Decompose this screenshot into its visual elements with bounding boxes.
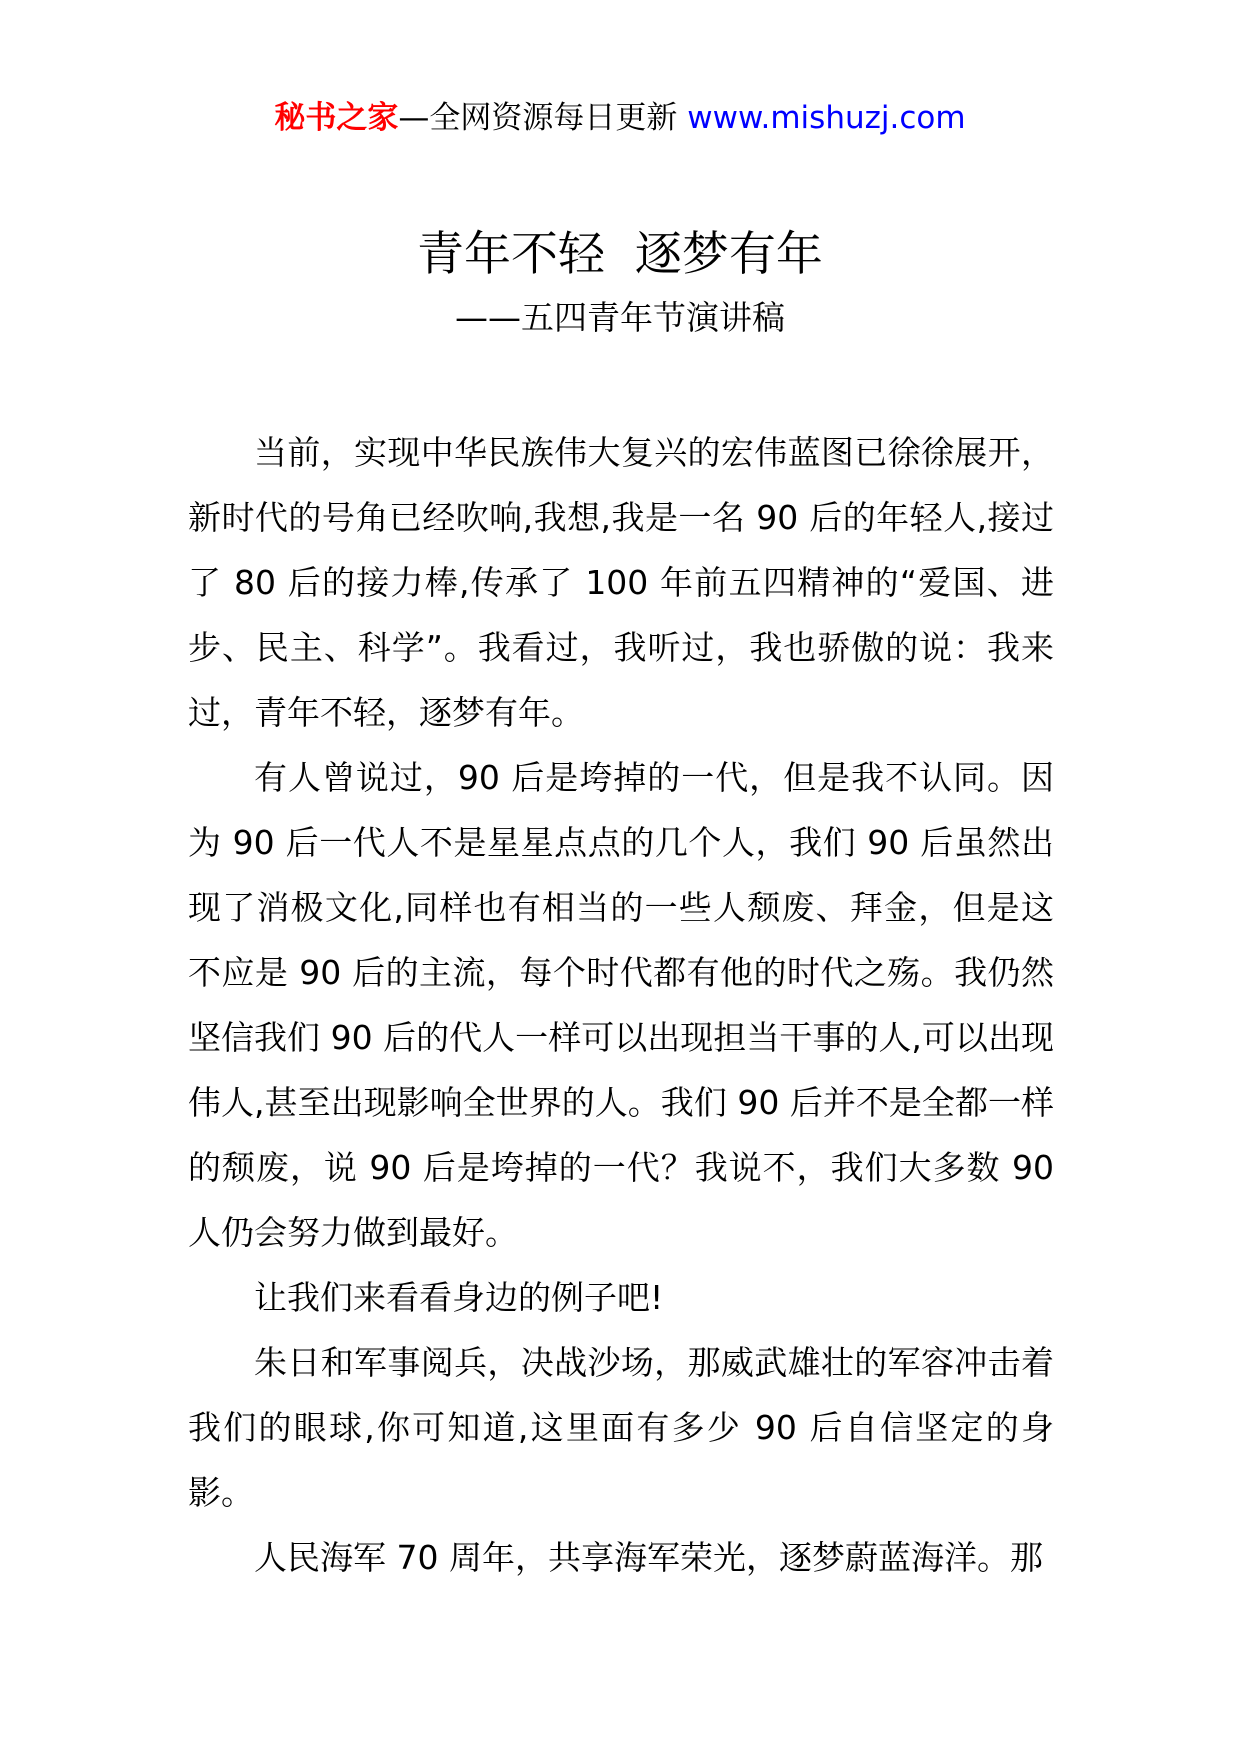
site-tagline: —全网资源每日更新 <box>398 100 678 136</box>
paragraph: 当前，实现中华民族伟大复兴的宏伟蓝图已徐徐展开，新时代的号角已经吹响,我想,我是一名 90 后的年轻人,接过了 80 后的接力棒,传承了 100 年前五四精神的“爱国、进步、民主、科学”。我看过，我听过，我也骄傲的说：我来过，青年不轻，逐梦有年。 <box>188 433 1054 732</box>
document-body <box>188 420 1054 1590</box>
document-subtitle: ——五四青年节演讲稿 <box>455 298 785 337</box>
site-header <box>0 98 1240 138</box>
site-url-link[interactable]: www.mishuzj.com <box>687 100 966 136</box>
paragraph: 有人曾说过，90 后是垮掉的一代，但是我不认同。因为 90 后一代人不是星星点点的几个人，我们 90 后虽然出现了消极文化,同样也有相当的一些人颓废、拜金，但是这不应是 90 后的主流，每个时代都有他的时代之殇。我仍然坚信我们 90 后的代人一样可以出现担当干事的人,可以出现伟人,甚至出现影响全世界的人。我们 90 后并不是全都一样的颓废，说 90 后是垮掉的一代？我说不，我们大多数 90 人仍会努力做到最好。 <box>188 758 1054 1252</box>
document-title: 青年不轻 逐梦有年 <box>417 227 823 282</box>
paragraph: 朱日和军事阅兵，决战沙场，那威武雄壮的军容冲击着我们的眼球,你可知道,这里面有多少 90 后自信坚定的身影。 <box>188 1343 1054 1512</box>
paragraph: 让我们来看看身边的例子吧! <box>254 1278 664 1317</box>
site-brand: 秘书之家 <box>274 100 399 136</box>
paragraph: 人民海军 70 周年，共享海军荣光，逐梦蔚蓝海洋。那 <box>254 1538 1043 1577</box>
